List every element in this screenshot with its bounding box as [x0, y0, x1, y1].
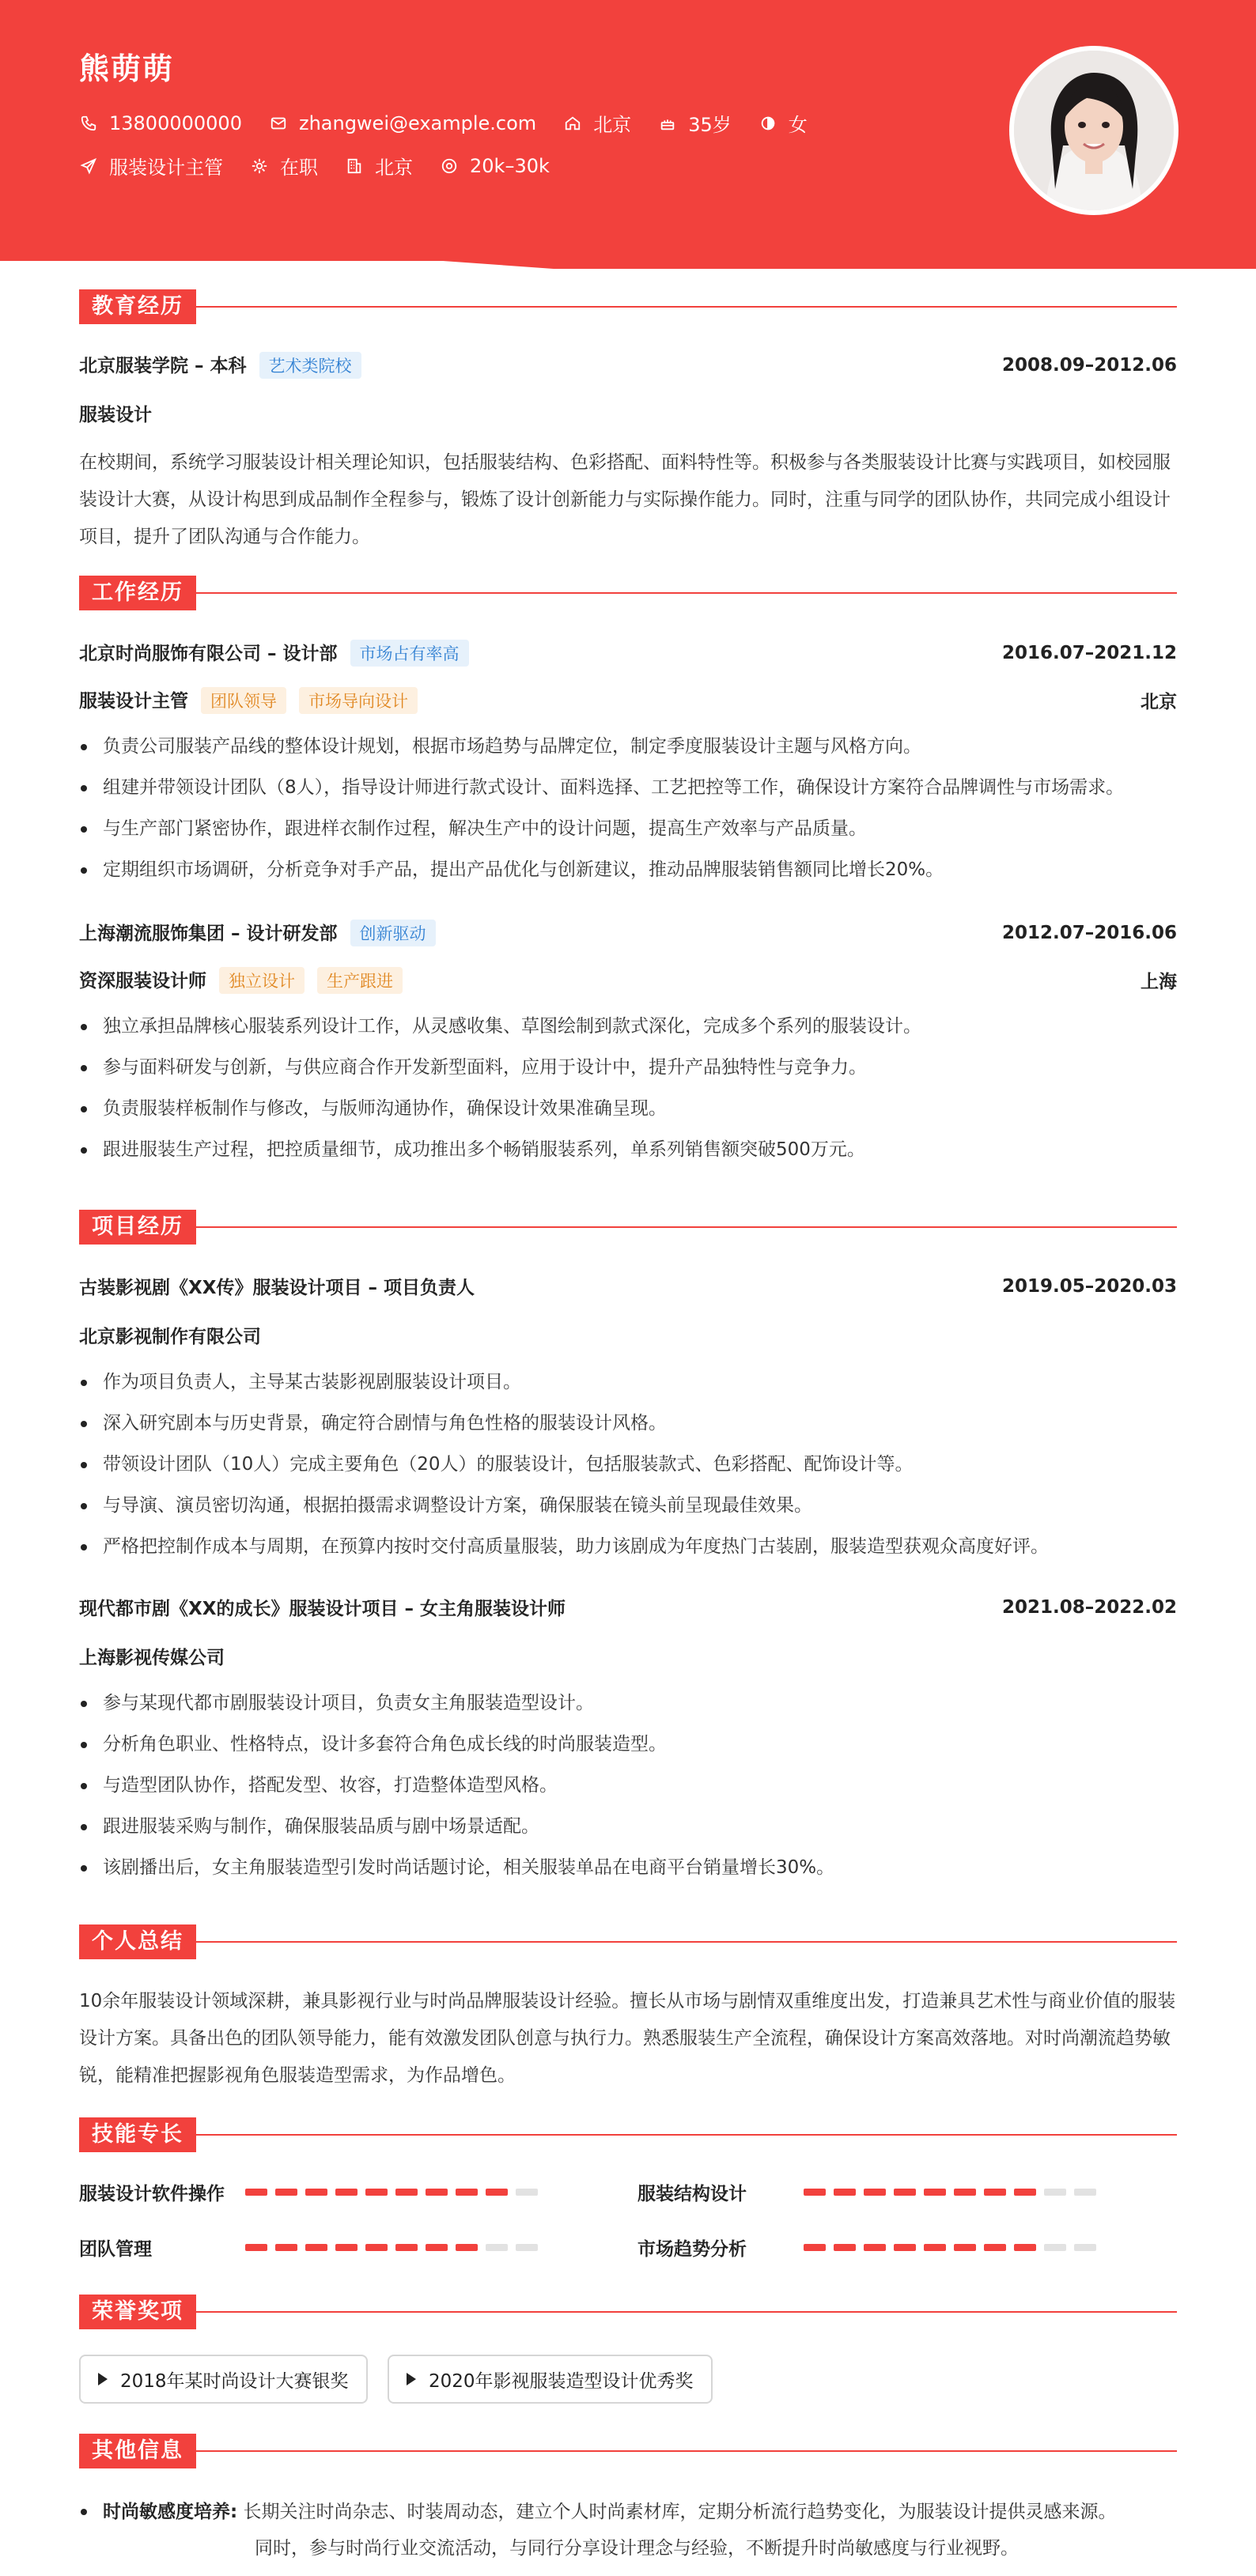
- section-divider: [196, 1941, 1177, 1943]
- skill-item: [79, 2179, 546, 2205]
- section-work-title: 工作经历: [79, 576, 196, 610]
- honor-item: [388, 2355, 713, 2404]
- work-2-header: [79, 919, 1177, 946]
- work-2-role: 资深服装设计师: [79, 971, 206, 991]
- section-summary: [79, 1924, 1177, 1959]
- skill-segment: [864, 2244, 886, 2251]
- section-education-title: 教育经历: [79, 289, 196, 324]
- work-1-company: 北京时尚服饰有限公司 – 设计部: [79, 644, 338, 664]
- other-text-1: 长期关注时尚杂志、时装周动态，建立个人时尚素材库，定期分析流行趋势变化，为服装设计提供灵感来源。: [243, 2502, 1117, 2522]
- project-2-header: [79, 1594, 1177, 1620]
- skill-item: [637, 2179, 1104, 2205]
- skill-segment: [954, 2244, 976, 2251]
- education-header: [79, 351, 1177, 379]
- work-1-role-row: [79, 686, 1177, 714]
- skill-segment: [1074, 2244, 1096, 2251]
- list-item: 参与面料研发与创新，与供应商合作开发新型面料，应用于设计中，提升产品独特性与竞争力。: [79, 1047, 1177, 1088]
- skill-segment: [365, 2189, 388, 2196]
- skill-segment: [954, 2189, 976, 2196]
- work-1-date: 2016.07–2021.12: [1001, 642, 1177, 663]
- project-1-bullets: [79, 1362, 1177, 1567]
- list-item: 深入研究剧本与历史背景，确定符合剧情与角色性格的服装设计风格。: [79, 1403, 1177, 1444]
- skill-segment: [1014, 2189, 1036, 2196]
- coin-icon: [440, 157, 459, 176]
- honor-label: 2020年影视服装造型设计优秀奖: [429, 2370, 694, 2392]
- work-2-company: 上海潮流服饰集团 – 设计研发部: [79, 924, 338, 944]
- phone-icon: [79, 114, 98, 133]
- other-label: 时尚敏感度培养:: [103, 2502, 238, 2522]
- target-city-item: [345, 152, 413, 179]
- skill-segment: [984, 2244, 1006, 2251]
- gender-item: [759, 109, 808, 137]
- skill-segment: [456, 2189, 478, 2196]
- skill-name: 服装设计软件操作: [79, 2184, 225, 2204]
- project-1-title: 古装影视剧《XX传》服装设计项目 – 项目负责人: [79, 1278, 475, 1298]
- list-item: 跟进服装采购与制作，确保服装品质与剧中场景适配。: [79, 1806, 1177, 1847]
- salary-text: 20k–30k: [470, 154, 550, 177]
- section-summary-title: 个人总结: [79, 1924, 196, 1959]
- send-icon: [79, 157, 98, 176]
- work-1-role-tag: 市场导向设计: [299, 687, 418, 714]
- position-item: [79, 152, 223, 179]
- skill-segment: [395, 2189, 418, 2196]
- section-work: [79, 576, 1177, 610]
- skill-segment: [245, 2189, 267, 2196]
- work-1-location: 北京: [1141, 692, 1177, 712]
- work-1-bullets: [79, 726, 1177, 890]
- skill-segment: [924, 2244, 946, 2251]
- skill-segment: [1074, 2189, 1096, 2196]
- cake-icon: [658, 114, 677, 133]
- section-honors: [79, 2295, 1177, 2329]
- section-education: [79, 289, 1177, 324]
- section-honors-title: 荣誉奖项: [79, 2295, 196, 2329]
- skill-segment: [894, 2189, 916, 2196]
- work-2-role-line: [79, 966, 403, 994]
- list-item: 参与某现代都市剧服装设计项目，负责女主角服装造型设计。: [79, 1683, 1177, 1724]
- skill-segment: [275, 2244, 297, 2251]
- skill-item: [79, 2234, 546, 2261]
- play-icon: [407, 2373, 416, 2385]
- mail-icon: [269, 114, 288, 133]
- age-text: 35岁: [688, 114, 732, 136]
- work-1-company-tag: 市场占有率高: [350, 640, 469, 667]
- skill-segment: [305, 2189, 327, 2196]
- skill-level-bar: [804, 2189, 1104, 2196]
- list-item: 作为项目负责人，主导某古装影视剧服装设计项目。: [79, 1362, 1177, 1403]
- project-1-org: 北京影视制作有限公司: [79, 1327, 261, 1347]
- target-city-text: 北京: [375, 157, 413, 179]
- skill-segment: [834, 2189, 856, 2196]
- skill-segment: [486, 2244, 508, 2251]
- skill-segment: [834, 2244, 856, 2251]
- section-skills-title: 技能专长: [79, 2117, 196, 2152]
- skill-name: 团队管理: [79, 2239, 152, 2260]
- list-item: 负责公司服装产品线的整体设计规划，根据市场趋势与品牌定位，制定季度服装设计主题与风格方向。: [79, 726, 1177, 767]
- city-item: [563, 109, 631, 137]
- skill-item: [637, 2234, 1104, 2261]
- phone-item: [79, 112, 242, 134]
- other-text-2: 同时，参与时尚行业交流活动，与同行分享设计理念与经验，不断提升时尚敏感度与行业视野。: [255, 2538, 1019, 2559]
- skill-level-bar: [245, 2189, 546, 2196]
- bullet-dot: [81, 2509, 87, 2515]
- work-1-company-line: [79, 639, 469, 667]
- age-item: [658, 109, 732, 137]
- work-2-location: 上海: [1141, 972, 1177, 992]
- list-item: 跟进服装生产过程，把控质量细节，成功推出多个畅销服装系列，单系列销售额突破500万元。: [79, 1129, 1177, 1170]
- project-2-date: 2021.08–2022.02: [1001, 1596, 1177, 1618]
- skill-name: 市场趋势分析: [637, 2239, 747, 2260]
- work-2-role-tag: 独立设计: [219, 967, 305, 994]
- education-major: 服装设计: [79, 405, 152, 425]
- phone-text: 13800000000: [109, 111, 242, 134]
- list-item: 严格把控制作成本与周期，在预算内按时交付高质量服装，助力该剧成为年度热门古装剧，服装造型获观众高度好评。: [79, 1526, 1177, 1567]
- honor-item: [79, 2355, 368, 2404]
- skill-segment: [1044, 2244, 1066, 2251]
- project-2-org: 上海影视传媒公司: [79, 1648, 225, 1668]
- skill-segment: [804, 2189, 826, 2196]
- email-text: zhangwei@example.com: [298, 111, 537, 134]
- play-icon: [98, 2373, 108, 2385]
- section-other: [79, 2434, 1177, 2468]
- skill-segment: [984, 2189, 1006, 2196]
- work-1-role: 服装设计主管: [79, 691, 188, 712]
- education-description: 在校期间，系统学习服装设计相关理论知识，包括服装结构、色彩搭配、面料特性等。积极参与各类服装设计比赛与实践项目，如校园服装设计大赛，从设计构思到成品制作全程参与，锻炼了设计创新能力与实际操作能力。同时，注重与同学的团队协作，共同完成小组设计项目，提升了团队沟通与合作能力。: [79, 452, 1171, 547]
- list-item: 分析角色职业、性格特点，设计多套符合角色成长线的时尚服装造型。: [79, 1724, 1177, 1765]
- skill-segment: [894, 2244, 916, 2251]
- education-school: 北京服装学院 – 本科: [79, 356, 247, 376]
- skill-segment: [456, 2244, 478, 2251]
- list-item: 定期组织市场调研，分析竞争对手产品，提出产品优化与创新建议，推动品牌服装销售额同比增长20%。: [79, 849, 1177, 890]
- skill-level-bar: [804, 2244, 1104, 2251]
- skill-segment: [516, 2244, 538, 2251]
- skill-segment: [275, 2189, 297, 2196]
- project-1-date: 2019.05–2020.03: [1001, 1275, 1177, 1297]
- skill-segment: [305, 2244, 327, 2251]
- education-school-line: [79, 351, 361, 379]
- building-icon: [345, 157, 364, 176]
- honor-label: 2018年某时尚设计大赛银奖: [120, 2370, 349, 2392]
- education-tag: 艺术类院校: [259, 352, 361, 379]
- skill-segment: [335, 2244, 358, 2251]
- section-divider: [196, 2450, 1177, 2452]
- work-1-role-line: [79, 686, 418, 714]
- salary-item: [440, 155, 550, 177]
- gender-icon: [759, 114, 777, 133]
- candidate-name: 熊萌萌: [79, 51, 175, 86]
- skill-segment: [395, 2244, 418, 2251]
- project-1-header: [79, 1273, 1177, 1299]
- skill-segment: [1014, 2244, 1036, 2251]
- list-item: 与生产部门紧密协作，跟进样衣制作过程，解决生产中的设计问题，提高生产效率与产品质量。: [79, 808, 1177, 849]
- header: [0, 0, 1256, 269]
- home-icon: [563, 114, 582, 133]
- project-2-title: 现代都市剧《XX的成长》服装设计项目 – 女主角服装设计师: [79, 1599, 566, 1619]
- project-2-bullets: [79, 1683, 1177, 1888]
- status-text: 在职: [280, 157, 318, 179]
- section-divider: [196, 592, 1177, 594]
- other-line-1: [79, 2494, 1177, 2530]
- other-info: [79, 2494, 1177, 2567]
- avatar-photo: [1014, 51, 1174, 210]
- position-text: 服装设计主管: [109, 157, 223, 179]
- work-2-role-tag: 生产跟进: [317, 967, 403, 994]
- section-other-title: 其他信息: [79, 2434, 196, 2468]
- avatar: [1009, 46, 1178, 215]
- skill-segment: [486, 2189, 508, 2196]
- section-divider: [196, 306, 1177, 308]
- skill-segment: [516, 2189, 538, 2196]
- contact-row: [79, 109, 834, 137]
- summary-text: 10余年服装设计领域深耕，兼具影视行业与时尚品牌服装设计经验。擅长从市场与剧情双重维度出发，打造兼具艺术性与商业价值的服装设计方案。具备出色的团队领导能力，能有效激发团队创意与执行力。熟悉服装生产全流程，确保设计方案高效落地。对时尚潮流趋势敏锐，能精准把握影视角色服装造型需求，为作品增色。: [79, 1991, 1176, 2086]
- work-2-role-row: [79, 966, 1177, 994]
- skill-segment: [335, 2189, 358, 2196]
- skill-segment: [245, 2244, 267, 2251]
- list-item: 与造型团队协作，搭配发型、妆容，打造整体造型风格。: [79, 1765, 1177, 1806]
- skill-segment: [365, 2244, 388, 2251]
- work-2-company-tag: 创新驱动: [350, 920, 436, 946]
- job-info-row: [79, 152, 577, 179]
- work-2-bullets: [79, 1006, 1177, 1170]
- work-2-date: 2012.07–2016.06: [1001, 922, 1177, 943]
- gender-text: 女: [788, 114, 808, 136]
- work-1-role-tag: 团队领导: [201, 687, 286, 714]
- list-item: 该剧播出后，女主角服装造型引发时尚话题讨论，相关服装单品在电商平台销量增长30%。: [79, 1847, 1177, 1888]
- skill-segment: [1044, 2189, 1066, 2196]
- skill-name: 服装结构设计: [637, 2184, 747, 2204]
- skill-segment: [804, 2244, 826, 2251]
- section-projects-title: 项目经历: [79, 1210, 196, 1245]
- section-divider: [196, 1226, 1177, 1228]
- skill-segment: [426, 2189, 448, 2196]
- email-item: [269, 112, 536, 134]
- section-projects: [79, 1210, 1177, 1245]
- skill-segment: [426, 2244, 448, 2251]
- city-text: 北京: [593, 114, 632, 136]
- list-item: 组建并带领设计团队（8人），指导设计师进行款式设计、面料选择、工艺把控等工作，确保设计方案符合品牌调性与市场需求。: [79, 767, 1177, 808]
- skill-segment: [864, 2189, 886, 2196]
- work-2-company-line: [79, 919, 436, 946]
- section-divider: [196, 2311, 1177, 2313]
- skill-segment: [924, 2189, 946, 2196]
- education-date: 2008.09–2012.06: [1001, 354, 1177, 376]
- section-skills: [79, 2117, 1177, 2152]
- section-divider: [196, 2134, 1177, 2136]
- list-item: 带领设计团队（10人）完成主要角色（20人）的服装设计，包括服装款式、色彩搭配、配饰设计等。: [79, 1444, 1177, 1485]
- list-item: 独立承担品牌核心服装系列设计工作，从灵感收集、草图绘制到款式深化，完成多个系列的服装设计。: [79, 1006, 1177, 1047]
- status-item: [250, 152, 318, 179]
- skill-level-bar: [245, 2244, 546, 2251]
- list-item: 与导演、演员密切沟通，根据拍摄需求调整设计方案，确保服装在镜头前呈现最佳效果。: [79, 1485, 1177, 1526]
- gear-icon: [250, 157, 269, 176]
- list-item: 负责服装样板制作与修改，与版师沟通协作，确保设计效果准确呈现。: [79, 1088, 1177, 1129]
- work-1-header: [79, 639, 1177, 667]
